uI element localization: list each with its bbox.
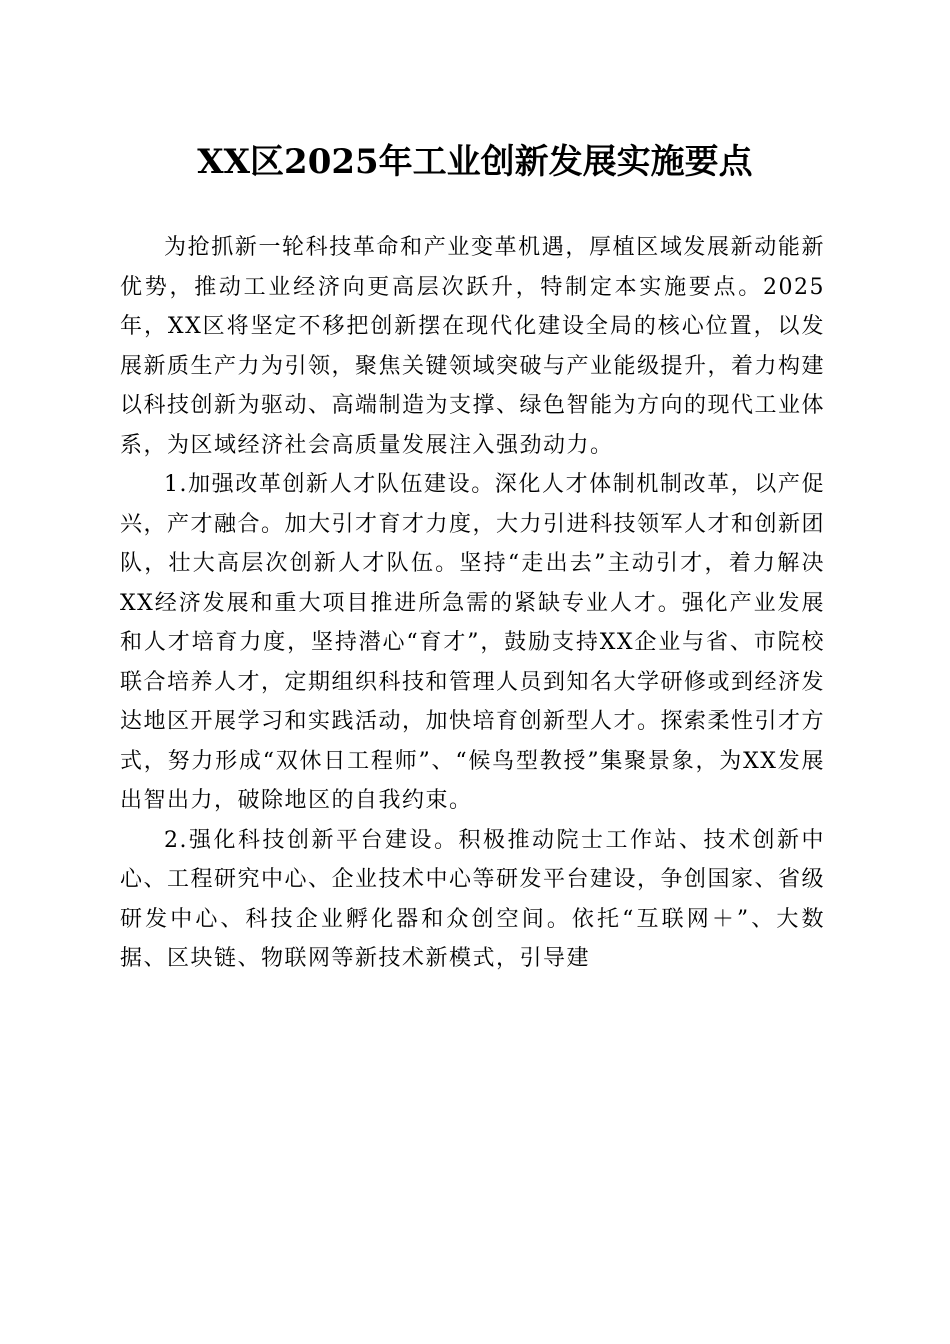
document-title: XX区2025年工业创新发展实施要点 <box>197 142 753 182</box>
document-body <box>120 228 825 979</box>
section-2-paragraph: 2.强化科技创新平台建设。积极推动院士工作站、技术创新中心、工程研究中心、企业技术中心等研发平台建设，争创国家、省级研发中心、科技企业孵化器和众创空间。依托“互联网＋”、大数据、区块链、物联网等新技术新模式，引导建 <box>120 827 826 971</box>
section-1-paragraph: 1.加强改革创新人才队伍建设。深化人才体制机制改革，以产促兴，产才融合。加大引才育才力度，大力引进科技领军人才和创新团队，壮大高层次创新人才队伍。坚持“走出去”主动引才，着力解决XX经济发展和重大项目推进所急需的紧缺专业人才。强化产业发展和人才培育力度，坚持潜心“育才”，鼓励支持XX企业与省、市院校联合培养人才，定期组织科技和管理人员到知名大学研修或到经济发达地区开展学习和实践活动，加快培育创新型人才。探索柔性引才方式，努力形成“双休日工程师”、“候鸟型教授”集聚景象，为XX发展出智出力，破除地区的自我约束。 <box>120 472 826 813</box>
intro-paragraph: 为抢抓新一轮科技革命和产业变革机遇，厚植区域发展新动能新优势，推动工业经济向更高层次跃升，特制定本实施要点。2025年，XX区将坚定不移把创新摆在现代化建设全局的核心位置，以发展新质生产力为引领，聚焦关键领域突破与产业能级提升，着力构建以科技创新为驱动、高端制造为支撑、绿色智能为方向的现代工业体系，为区域经济社会高质量发展注入强劲动力。 <box>120 235 826 458</box>
